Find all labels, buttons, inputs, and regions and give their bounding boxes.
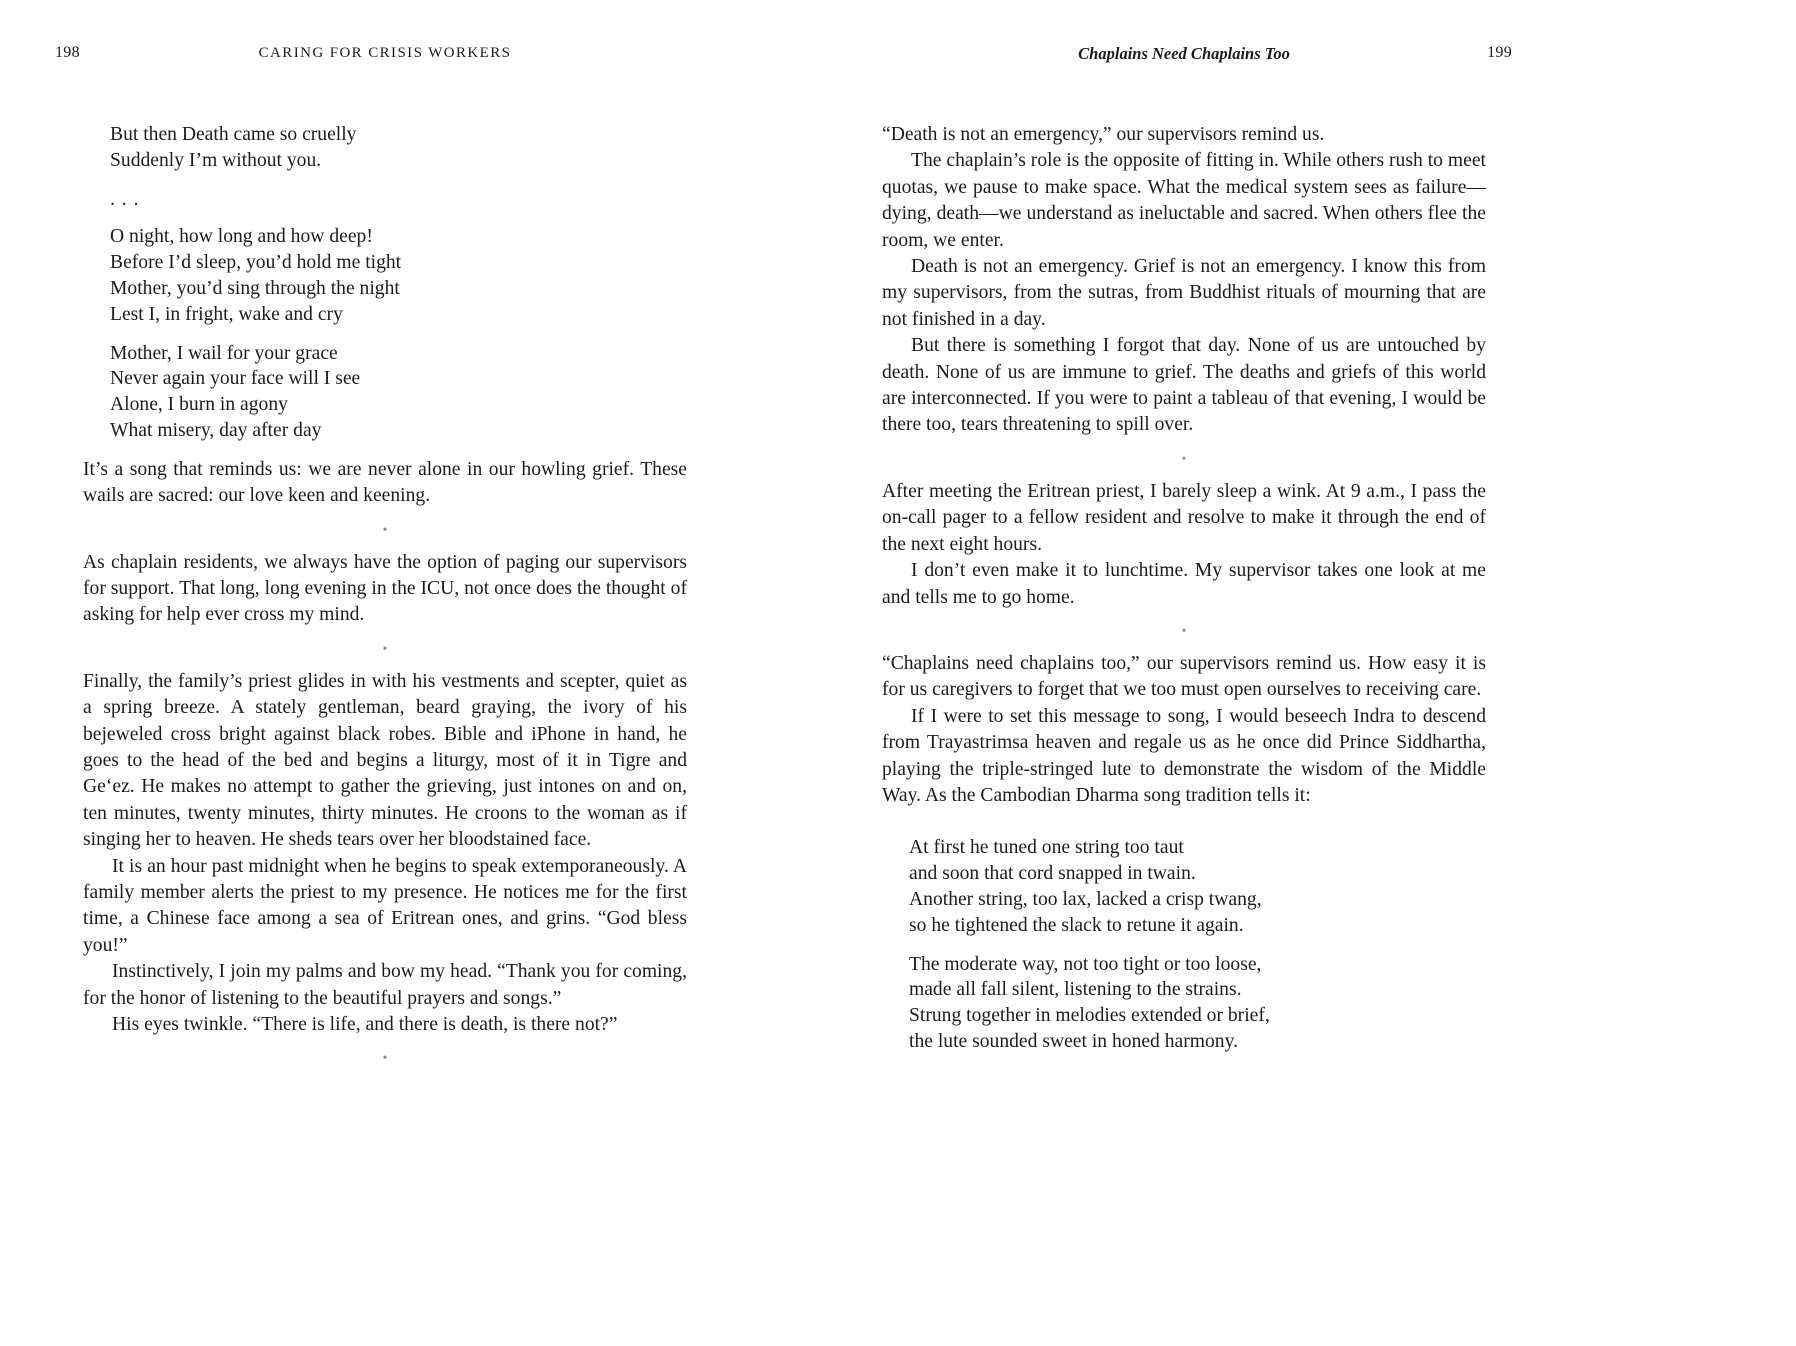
- poem-line: so he tightened the slack to retune it again.: [909, 914, 1244, 936]
- poem-line: Never again your face will I see: [110, 368, 361, 390]
- page-left-content: [83, 122, 687, 1078]
- paragraph: After meeting the Eritrean priest, I barely sleep a wink. At 9 a.m., I pass the on-call pager to a fellow resident and resolve to make it through the end of the next eight hours.: [882, 480, 1486, 555]
- section-break-ornament: •: [382, 521, 388, 537]
- paragraph: “Chaplains need chaplains too,” our supervisors remind us. How easy it is for us caregivers to forget that we too must open ourselves to receiving care.: [882, 652, 1486, 701]
- poem-line: Mother, I wail for your grace: [110, 342, 338, 364]
- poem-line: The moderate way, not too tight or too loose,: [909, 953, 1262, 975]
- poem-line: Lest I, in fright, wake and cry: [110, 303, 343, 325]
- section-break-ornament: •: [1181, 622, 1187, 638]
- lament-poem: [110, 122, 687, 444]
- paragraph: It is an hour past midnight when he begins to speak extemporaneously. A family member alerts the priest to my presence. He notices me for the first time, a Chinese face among a sea of Eritrean ones, and grins. “God bless you!”: [83, 855, 687, 956]
- paragraph: It’s a song that reminds us: we are never alone in our howling grief. These wails are sacred: our love keen and keening.: [83, 458, 687, 507]
- poem-line: the lute sounded sweet in honed harmony.: [909, 1030, 1239, 1052]
- paragraph: His eyes twinkle. “There is life, and there is death, is there not?”: [112, 1014, 618, 1036]
- paragraph: Instinctively, I join my palms and bow my head. “Thank you for coming, for the honor of listening to the beautiful prayers and songs.”: [83, 961, 687, 1009]
- poem-line: But then Death came so cruelly: [110, 124, 357, 145]
- poem-stanza: [110, 122, 687, 174]
- poem-line: Another string, too lax, lacked a crisp twang,: [909, 888, 1262, 910]
- poem-line: and soon that cord snapped in twain.: [909, 863, 1196, 885]
- poem-stanza: [110, 224, 687, 327]
- paragraph: “Death is not an emergency,” our supervisors remind us.: [882, 124, 1325, 145]
- poem-line: Mother, you’d sing through the night: [110, 277, 400, 299]
- running-head-left: CARING FOR CRISIS WORKERS: [258, 45, 512, 61]
- poem-stanza: [110, 341, 687, 444]
- paragraph: I don’t even make it to lunchtime. My supervisor takes one look at me and tells me to go home.: [882, 560, 1486, 608]
- poem-ellipsis: . . .: [110, 188, 140, 210]
- paragraph: If I were to set this message to song, I would beseech Indra to descend from Trayastrimsa heaven and regale us as he once did Prince Siddhartha, playing the triple-stringed lute to demonstrate the wisdom of the Middle Way. As the Cambodian Dharma song tradition tells it:: [882, 705, 1486, 806]
- poem-line: Alone, I burn in agony: [110, 394, 288, 416]
- section-break-ornament: •: [1181, 450, 1187, 466]
- section-break-ornament: •: [382, 1050, 388, 1066]
- lute-poem: [909, 835, 1486, 1054]
- poem-line: made all fall silent, listening to the strains.: [909, 979, 1242, 1001]
- poem-line: What misery, day after day: [110, 419, 322, 441]
- paragraph: As chaplain residents, we always have the option of paging our supervisors for support. That long, long evening in the ICU, not once does the thought of asking for help ever cross my mind.: [83, 551, 687, 626]
- section-break-ornament: •: [382, 640, 388, 656]
- poem-line: At first he tuned one string too taut: [909, 837, 1184, 859]
- poem-stanza: [909, 952, 1486, 1055]
- poem-line: Before I’d sleep, you’d hold me tight: [110, 252, 402, 274]
- page-number-right: 199: [1487, 44, 1512, 61]
- poem-stanza: [909, 835, 1486, 938]
- running-head-right: Chaplains Need Chaplains Too: [1078, 44, 1290, 63]
- poem-line: O night, how long and how deep!: [110, 226, 373, 248]
- page-number-left: 198: [55, 44, 80, 61]
- paragraph: But there is something I forgot that day. None of us are untouched by death. None of us are immune to grief. The deaths and griefs of this world are interconnected. If you were to paint a tableau of that evening, I would be there too, tears threatening to spill over.: [882, 335, 1486, 436]
- poem-line: Strung together in melodies extended or brief,: [909, 1005, 1270, 1027]
- page-right-content: [882, 122, 1486, 1068]
- paragraph: The chaplain’s role is the opposite of fitting in. While others rush to meet quotas, we pause to make space. What the medical system sees as failure—dying, death—we understand as ineluctable and sacred. When others flee the room, we enter.: [882, 150, 1486, 251]
- poem-line: Suddenly I’m without you.: [110, 149, 322, 171]
- paragraph: Finally, the family’s priest glides in with his vestments and scepter, quiet as a spring breeze. A stately gentleman, beard graying, the ivory of his bejeweled cross bright against black robes. Bible and iPhone in hand, he goes to the head of the bed and begins a liturgy, most of it in Tigre and Ge‘ez. He makes no attempt to gather the grieving, just intones on and on, ten minutes, twenty minutes, thirty minutes. He croons to the woman as if singing her to heaven. He sheds tears over her bloodstained face.: [83, 670, 687, 851]
- paragraph: Death is not an emergency. Grief is not an emergency. I know this from my supervisors, from the sutras, from Buddhist rituals of mourning that are not finished in a day.: [882, 256, 1486, 330]
